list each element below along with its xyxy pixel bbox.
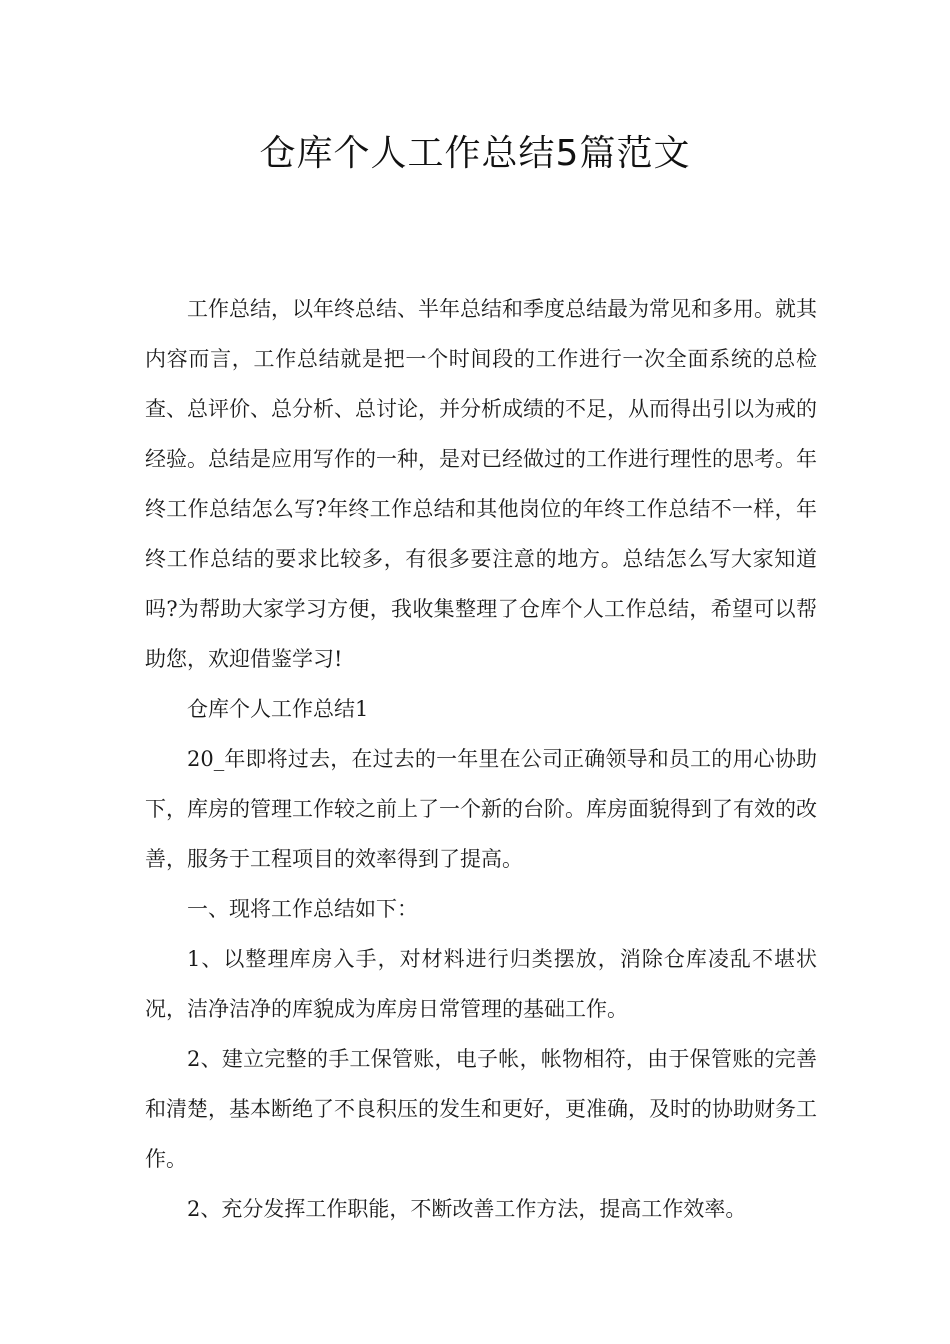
body-paragraph: 20_年即将过去，在过去的一年里在公司正确领导和员工的用心协助下，库房的管理工作较之前上了一个新的台阶。库房面貌得到了有效的改善，服务于工程项目的效率得到了提高。 <box>145 747 817 871</box>
document-body <box>145 284 817 1234</box>
section-heading: 仓库个人工作总结1 <box>187 697 369 721</box>
document-title: 仓库个人工作总结5篇范文 <box>259 133 691 174</box>
list-item: 1、以整理库房入手，对材料进行归类摆放，消除仓库凌乱不堪状况，洁净洁净的库貌成为库房日常管理的基础工作。 <box>145 947 817 1021</box>
list-item: 2、建立完整的手工保管账，电子帐，帐物相符，由于保管账的完善和清楚，基本断绝了不良积压的发生和更好，更准确，及时的协助财务工作。 <box>145 1047 817 1171</box>
intro-paragraph: 工作总结，以年终总结、半年总结和季度总结最为常见和多用。就其内容而言，工作总结就是把一个时间段的工作进行一次全面系统的总检查、总评价、总分析、总讨论，并分析成绩的不足，从而得出引以为戒的经验。总结是应用写作的一种，是对已经做过的工作进行理性的思考。年终工作总结怎么写?年终工作总结和其他岗位的年终工作总结不一样，年终工作总结的要求比较多，有很多要注意的地方。总结怎么写大家知道吗?为帮助大家学习方便，我收集整理了仓库个人工作总结，希望可以帮助您，欢迎借鉴学习! <box>145 297 817 671</box>
list-item: 2、充分发挥工作职能，不断改善工作方法，提高工作效率。 <box>187 1197 747 1221</box>
subsection-heading: 一、现将工作总结如下： <box>187 897 418 921</box>
